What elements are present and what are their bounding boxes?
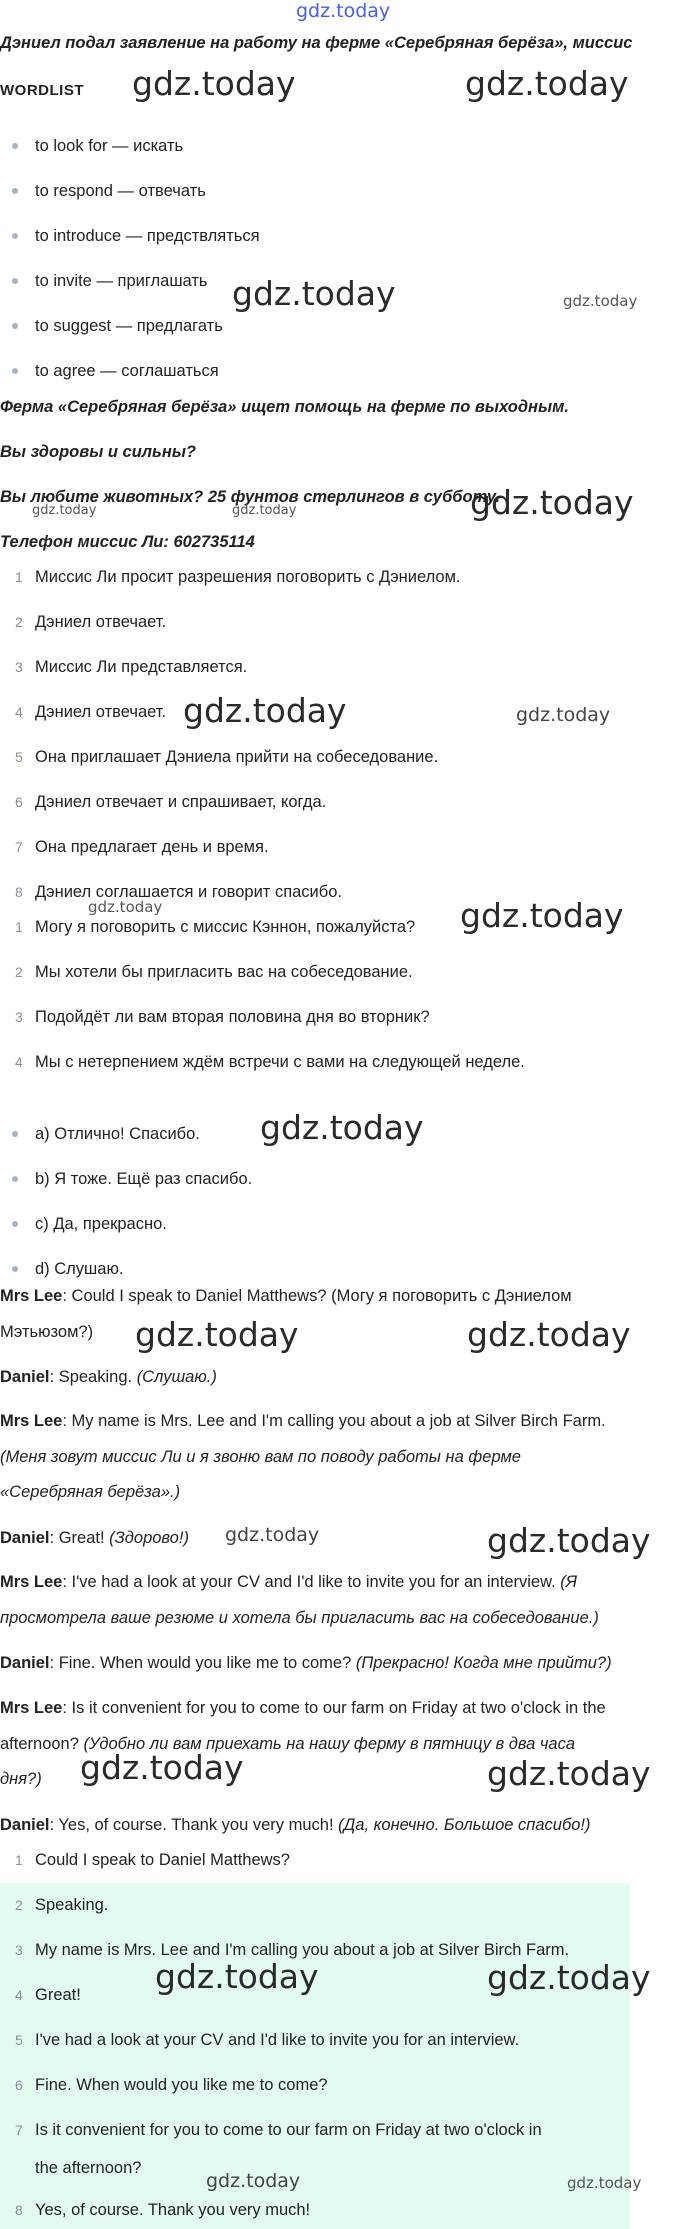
list-item: Она предлагает день и время. bbox=[35, 838, 269, 856]
speaker-name: Daniel bbox=[0, 1654, 50, 1672]
dialogue-translation: «Серебряная берёза».) bbox=[0, 1483, 181, 1501]
list-item: Дэниел отвечает. bbox=[35, 613, 167, 631]
dialogue-translation: (Да, конечно. Большое спасибо!) bbox=[338, 1816, 591, 1834]
watermark: gdz.today bbox=[155, 1957, 319, 1996]
list-item: Great! bbox=[35, 1986, 81, 2004]
watermark: gdz.today bbox=[206, 2170, 301, 2192]
dialogue-translation: Мэтьюзом?) bbox=[0, 1323, 94, 1341]
dialogue-translation: (Удобно ли вам приехать на нашу ферму в пятницу в два часа bbox=[83, 1735, 576, 1753]
list-item: Могу я поговорить с миссис Кэннон, пожалуйста? bbox=[35, 918, 416, 936]
list-number: 4 bbox=[15, 1987, 23, 2003]
dialogue-text: : Yes, of course. Thank you very much! bbox=[49, 1816, 334, 1834]
list-number: 2 bbox=[15, 614, 23, 630]
list-number: 1 bbox=[15, 919, 23, 935]
bullet-icon bbox=[12, 1176, 18, 1182]
watermark: gdz.today bbox=[487, 1521, 651, 1560]
list-number: 4 bbox=[15, 704, 23, 720]
watermark: gdz.today bbox=[260, 1108, 424, 1147]
dialogue-translation: (Здорово!) bbox=[109, 1529, 189, 1547]
watermark: gdz.today bbox=[467, 1315, 631, 1354]
watermark: gdz.today bbox=[232, 503, 297, 518]
speaker-name: Daniel bbox=[0, 1529, 50, 1547]
watermark: gdz.today bbox=[567, 2174, 642, 2192]
list-item: the afternoon? bbox=[35, 2159, 142, 2177]
list-item: Миссис Ли представляется. bbox=[35, 658, 248, 676]
list-item: Мы с нетерпением ждём встречи с вами на следующей неделе. bbox=[35, 1053, 525, 1071]
dialogue-translation: (Меня зовут миссис Ли и я звоню вам по поводу работы на ферме bbox=[0, 1448, 521, 1466]
list-number: 1 bbox=[15, 569, 23, 585]
advert-line: Телефон миссис Ли: 602735114 bbox=[0, 533, 255, 551]
dialogue-translation: (Могу я поговорить с Дэниелом bbox=[331, 1287, 572, 1305]
dialogue-translation: (Прекрасно! Когда мне прийти?) bbox=[355, 1654, 612, 1672]
wordlist-heading: WORDLIST bbox=[0, 82, 84, 99]
list-number: 1 bbox=[15, 1852, 23, 1868]
intro-line: Дэниел подал заявление на работу на ферме «Серебряная берёза», миссис bbox=[0, 34, 633, 52]
dialogue-text: : Could I speak to Daniel Matthews? bbox=[62, 1287, 327, 1305]
list-item: to look for — искать bbox=[35, 137, 184, 155]
dialogue-text: : Fine. When would you like me to come? bbox=[49, 1654, 352, 1672]
list-item: Подойдёт ли вам вторая половина дня во вторник? bbox=[35, 1008, 430, 1026]
watermark: gdz.today bbox=[296, 0, 391, 22]
list-item: Миссис Ли просит разрешения поговорить с Дэниелом. bbox=[35, 568, 461, 586]
list-item: b) Я тоже. Ещё раз спасибо. bbox=[35, 1170, 253, 1188]
speaker-name: Daniel bbox=[0, 1816, 50, 1834]
watermark: gdz.today bbox=[183, 691, 347, 730]
dialogue-translation: дня?) bbox=[0, 1770, 42, 1788]
bullet-icon bbox=[12, 323, 18, 329]
list-item: c) Да, прекрасно. bbox=[35, 1215, 167, 1233]
speaker-name: Mrs Lee bbox=[0, 1412, 63, 1430]
dialogue-text: : I've had a look at your CV and I'd like to invite you for an interview. bbox=[62, 1573, 556, 1591]
bullet-icon bbox=[12, 368, 18, 374]
dialogue-translation: (Слушаю.) bbox=[136, 1368, 217, 1386]
speaker-name: Mrs Lee bbox=[0, 1699, 63, 1717]
watermark: gdz.today bbox=[88, 898, 163, 916]
list-number: 3 bbox=[15, 659, 23, 675]
list-item: Она приглашает Дэниела прийти на собеседование. bbox=[35, 748, 439, 766]
dialogue-text: : Is it convenient for you to come to our farm on Friday at two o'clock in the bbox=[62, 1699, 606, 1717]
watermark: gdz.today bbox=[470, 483, 634, 522]
speaker-name: Daniel bbox=[0, 1368, 50, 1386]
dialogue-text: : Great! bbox=[49, 1529, 105, 1547]
watermark: gdz.today bbox=[460, 896, 624, 935]
list-item: a) Отлично! Спасибо. bbox=[35, 1125, 200, 1143]
list-number: 7 bbox=[15, 839, 23, 855]
list-item: to invite — приглашать bbox=[35, 272, 208, 290]
list-item: Yes, of course. Thank you very much! bbox=[35, 2201, 311, 2219]
watermark: gdz.today bbox=[132, 64, 296, 103]
dialogue-text: : My name is Mrs. Lee and I'm calling you about a job at Silver Birch Farm. bbox=[62, 1412, 606, 1430]
list-number: 2 bbox=[15, 964, 23, 980]
watermark: gdz.today bbox=[516, 704, 611, 726]
advert-line: Вы здоровы и сильны? bbox=[0, 443, 196, 461]
bullet-icon bbox=[12, 1266, 18, 1272]
list-number: 5 bbox=[15, 749, 23, 765]
list-item: d) Слушаю. bbox=[35, 1260, 124, 1278]
watermark: gdz.today bbox=[487, 1754, 651, 1793]
watermark: gdz.today bbox=[232, 274, 396, 313]
bullet-icon bbox=[12, 188, 18, 194]
list-number: 7 bbox=[15, 2122, 23, 2138]
list-number: 5 bbox=[15, 2032, 23, 2048]
watermark: gdz.today bbox=[487, 1958, 651, 1997]
speaker-name: Mrs Lee bbox=[0, 1573, 63, 1591]
list-number: 8 bbox=[15, 884, 23, 900]
list-number: 4 bbox=[15, 1054, 23, 1070]
list-item: to agree — соглашаться bbox=[35, 362, 219, 380]
list-item: I've had a look at your CV and I'd like to invite you for an interview. bbox=[35, 2031, 520, 2049]
list-number: 6 bbox=[15, 794, 23, 810]
list-item: to introduce — предствляться bbox=[35, 227, 260, 245]
bullet-icon bbox=[12, 1221, 18, 1227]
list-item: Дэниел соглашается и говорит спасибо. bbox=[35, 883, 342, 901]
bullet-icon bbox=[12, 233, 18, 239]
list-number: 3 bbox=[15, 1009, 23, 1025]
list-item: to respond — отвечать bbox=[35, 182, 206, 200]
bullet-icon bbox=[12, 143, 18, 149]
list-number: 2 bbox=[15, 1897, 23, 1913]
list-item: Speaking. bbox=[35, 1896, 109, 1914]
watermark: gdz.today bbox=[465, 64, 629, 103]
dialogue-text: : Speaking. bbox=[49, 1368, 133, 1386]
dialogue-translation: (Я bbox=[560, 1573, 578, 1591]
bullet-icon bbox=[12, 1131, 18, 1137]
list-item: Дэниел отвечает и спрашивает, когда. bbox=[35, 793, 327, 811]
watermark: gdz.today bbox=[135, 1315, 299, 1354]
watermark: gdz.today bbox=[225, 1524, 320, 1546]
watermark: gdz.today bbox=[563, 292, 638, 310]
list-item: Дэниел отвечает. bbox=[35, 703, 167, 721]
list-item: Is it convenient for you to come to our farm on Friday at two o'clock in bbox=[35, 2121, 542, 2139]
list-number: 6 bbox=[15, 2077, 23, 2093]
list-item: to suggest — предлагать bbox=[35, 317, 223, 335]
list-item: Fine. When would you like me to come? bbox=[35, 2076, 328, 2094]
list-item: My name is Mrs. Lee and I'm calling you about a job at Silver Birch Farm. bbox=[35, 1941, 570, 1959]
watermark: gdz.today bbox=[80, 1748, 244, 1787]
list-item: Мы хотели бы пригласить вас на собеседование. bbox=[35, 963, 413, 981]
watermark: gdz.today bbox=[32, 503, 97, 518]
dialogue-text: afternoon? bbox=[0, 1735, 79, 1753]
advert-line: Вы любите животных? 25 фунтов стерлингов в субботу. bbox=[0, 488, 500, 506]
dialogue-translation: просмотрела ваше резюме и хотела бы пригласить вас на собеседование.) bbox=[0, 1609, 599, 1627]
advert-line: Ферма «Серебряная берёза» ищет помощь на ферме по выходным. bbox=[0, 398, 569, 416]
list-number: 8 bbox=[15, 2202, 23, 2218]
list-number: 3 bbox=[15, 1942, 23, 1958]
bullet-icon bbox=[12, 278, 18, 284]
list-item: Could I speak to Daniel Matthews? bbox=[35, 1851, 290, 1869]
speaker-name: Mrs Lee bbox=[0, 1287, 63, 1305]
